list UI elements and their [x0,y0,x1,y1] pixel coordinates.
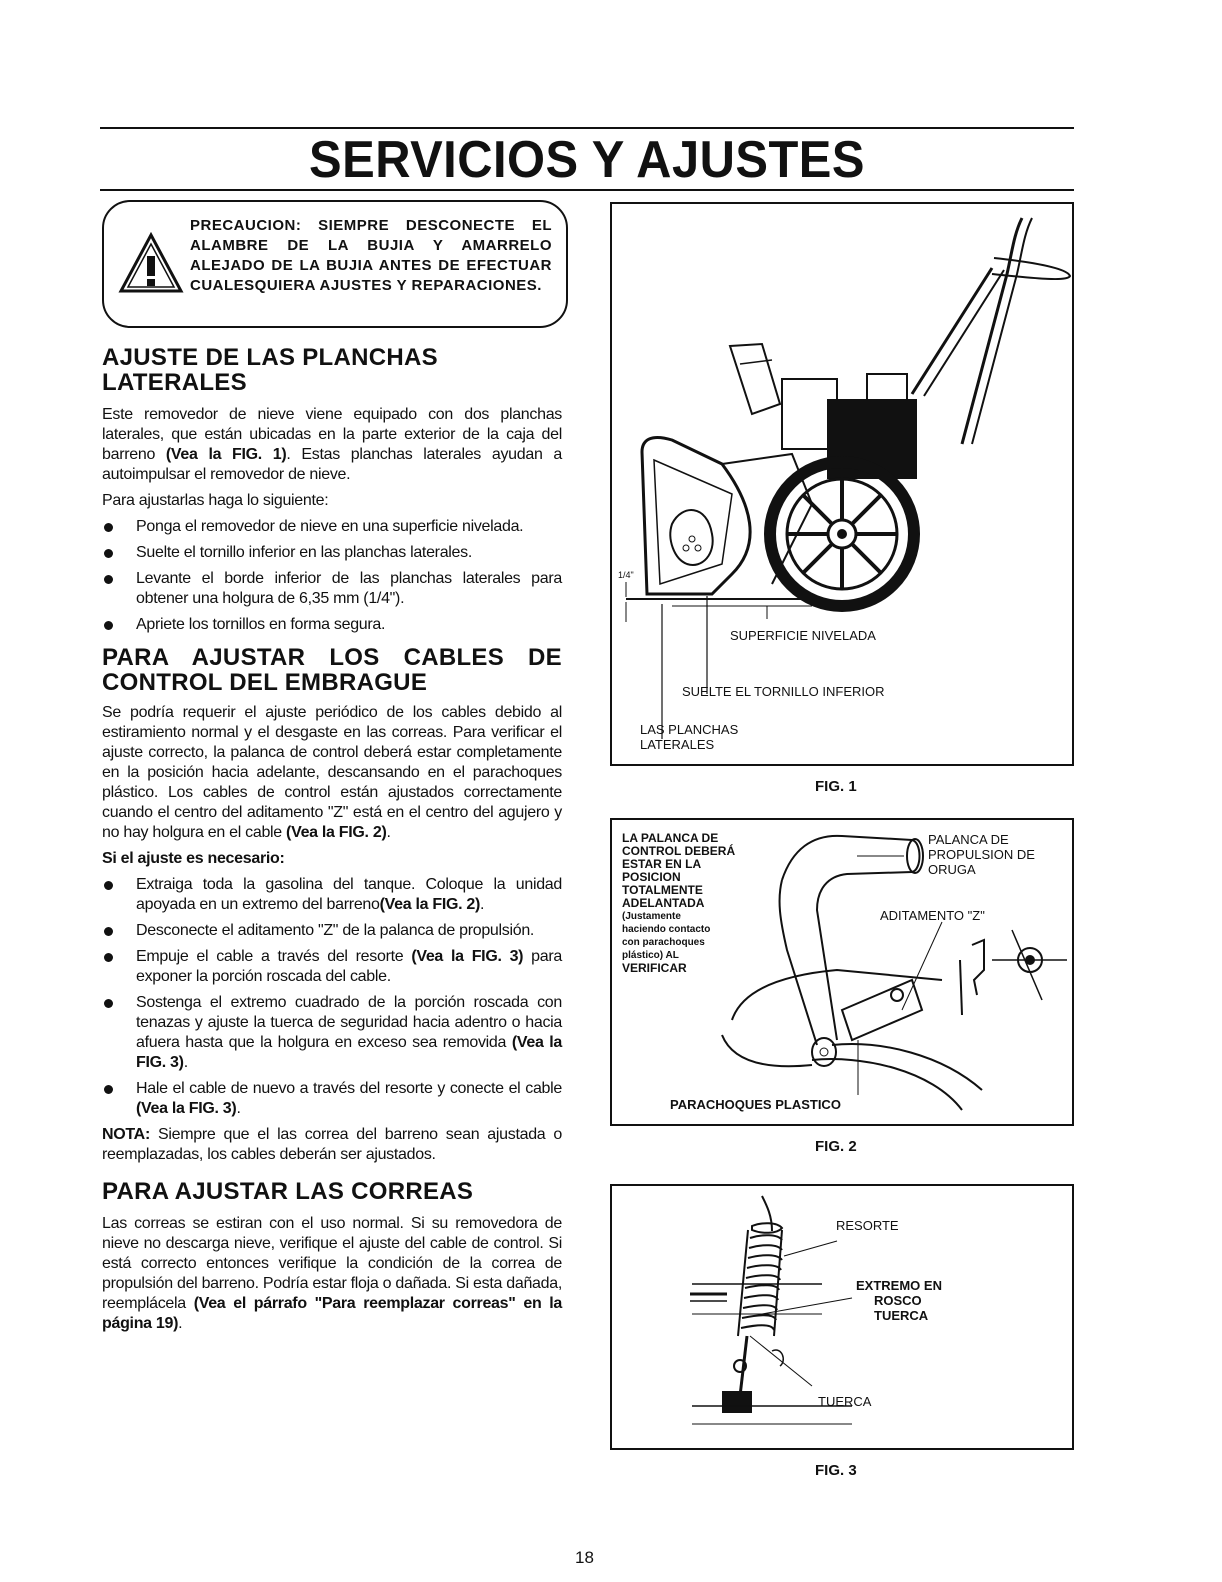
list-item: Ponga el removedor de nieve en una superficie nivelada. [102,517,562,537]
spring [738,1196,782,1336]
figure-1-caption: FIG. 1 [815,778,857,795]
page-title: SERVICIOS Y AJUSTES [309,131,865,189]
left-column [102,345,562,1334]
screw-label: SUELTE EL TORNILLO INFERIOR [682,684,885,699]
list-item: Levante el borde inferior de las planchas laterales para obtener una holgura de 6,35 mm (1/4"). [102,569,562,609]
bumper-label: PARACHOQUES PLASTICO [670,1097,841,1112]
spring-label: RESORTE [836,1218,899,1233]
warning-triangle-icon [118,232,184,294]
z-fitting-label: ADITAMENTO "Z" [880,908,985,923]
list-item: Desconecte el aditamento "Z" de la palanca de propulsión. [102,921,562,941]
threaded-end-label: EXTREMO EN ROSCO TUERCA [856,1278,942,1323]
header-rule-top [100,127,1074,129]
section-heading-clutch-cables: PARA AJUSTAR LOS CABLES DE CONTROL DEL EMBRAGUE [102,644,562,696]
list-item: Suelte el tornillo inferior en las planchas laterales. [102,543,562,563]
propulsion-lever-label: PALANCA DE PROPULSION DE ORUGA [928,832,1035,877]
warning-text: PRECAUCION: SIEMPRE DESCONECTE EL ALAMBRE DE LA BUJIA Y AMARRELO ALEJADO DE LA BUJIA ANTES DE EFECTUAR CUALESQUIERA AJUSTES Y REPARACIONES. [190,217,552,294]
list-item: Empuje el cable a través del resorte (Vea la FIG. 3) para exponer la porción roscada del cable. [102,947,562,987]
header-rule-bottom [100,189,1074,191]
side-plates-intro: Para ajustarlas haga lo siguiente: [102,492,329,509]
lever-position-label: LA PALANCA DE CONTROL DEBERÁ ESTAR EN LA POSICION TOTALMENTE ADELANTADA (Justamente haciendo contacto con parachoques plástico) AL VERIFICAR [622,831,736,975]
figure-3 [610,1184,1074,1450]
figure-2-caption: FIG. 2 [815,1138,857,1155]
plates-label-line-1: LAS PLANCHAS [640,722,739,737]
page-number: 18 [575,1548,594,1567]
snowthrower-illustration [612,204,1072,764]
clutch-cables-steps [102,875,562,1119]
figure-1 [610,202,1074,766]
belts-paragraph: Las correas se estiran con el uso normal. Si su removedora de nieve no descarga nieve, verifique el ajuste del cable de control. Si está correcto entonces verifique la condición de la correa de propulsión del barreno. Podría estar floja o dañada. Si esta dañada, reemplácela (Vea el párrafo "Para reemplazar correas" en la página 19). [102,1215,562,1332]
figure-2 [610,818,1074,1126]
nut-label: TUERCA [818,1394,872,1409]
section-heading-side-plates: AJUSTE DE LAS PLANCHAS LATERALES [102,344,438,396]
surface-label: SUPERFICIE NIVELADA [730,628,876,643]
section-heading-belts: PARA AJUSTAR LAS CORREAS [102,1178,474,1205]
side-plates-paragraph: Este removedor de nieve viene equipado con dos planchas laterales, que están ubicadas en la parte exterior de la caja del barreno (Vea la FIG. 1). Estas planchas laterales ayudan a autoimpulsar el removedor de nieve. [102,406,562,483]
warning-box [102,200,568,328]
list-item: Sostenga el extremo cuadrado de la porción roscada con tenazas y ajuste la tuerca de seguridad hacia adentro o hacia afuera hasta que la holgura en exceso sea removida (Vea la FIG. 3). [102,993,562,1073]
list-item: Hale el cable de nuevo a través del resorte y conecte el cable (Vea la FIG. 3). [102,1079,562,1119]
note-paragraph: NOTA: Siempre que el las correa del barreno sean ajustada o reemplazadas, los cables deberán ser ajustados. [102,1126,562,1163]
list-item: Extraiga toda la gasolina del tanque. Coloque la unidad apoyada en un extremo del barreno(Vea la FIG. 2). [102,875,562,915]
side-plates-steps [102,517,562,635]
figure-3-caption: FIG. 3 [815,1462,857,1479]
list-item: Apriete los tornillos en forma segura. [102,615,562,635]
clutch-cables-paragraph: Se podría requerir el ajuste periódico de los cables debido al estiramiento normal y el desgaste en las correas. Para verificar el ajuste correcto, la palanca de control deberá estar completamente en la posición hacia adelante, descansando en el parachoques plástico. Los cables de control están ajustados correctamente cuando el centro del aditamento "Z" está en el centro del agujero y no hay holgura en el cable (Vea la FIG. 2). [102,704,562,841]
dimension-label: 1/4" [618,570,634,580]
plates-label-line-2: LATERALES [640,737,715,752]
clutch-cables-subheading: Si el ajuste es necesario: [102,850,285,867]
